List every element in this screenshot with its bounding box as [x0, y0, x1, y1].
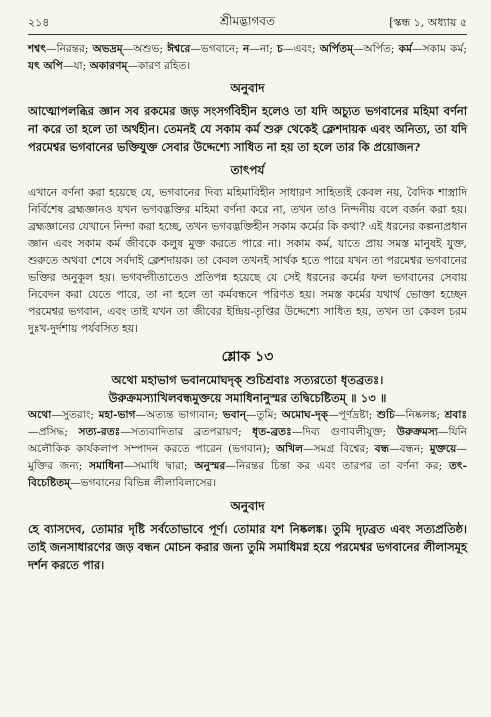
synonym-word: ঈশ্বরে — [167, 43, 191, 55]
synonym-word: ধৃত-ব্রতঃ — [252, 426, 292, 438]
synonym-word: অনুস্মর — [194, 460, 226, 472]
synonym-word: সমাধিনা — [89, 460, 124, 472]
page-number: ২১৪ — [28, 16, 50, 29]
synonym-word: যৎ অপি — [28, 59, 63, 72]
synonym-word: তৎ-বিচেষ্টিতম্ — [28, 460, 468, 489]
purport-text: এখানে বর্ণনা করা হয়েছে যে, ভগবানের দিব্য মহিমাবিহীন সাধারণ সাহিত্যই কেবল নয়, বৈদিক শাস্ত্রাদি নির্বিশেষ ব্রহ্মজ্ঞানও যখন ভগবদ্ভক্তির মহিমা বর্ণনা করে না, তখন তাও নিন্দনীয় বলে বর্জন করা হয়। ব্রহ্মজ্ঞানের যেখানে নিন্দা করা হচ্ছে, তখন ভগবদ্ভক্তিহীন সকাম কর্মের কি কথা? এই ধরনের কল্পনাপ্রধান জ্ঞান এবং সকাম কর্ম জীবকে কলুষ মুক্ত করতে পারে না। সকাম কর্ম, যাতে প্রায় সমস্ত মানুষই যুক্ত, শুরুতে অথবা শেষে সর্বদাই ক্লেশদায়ক। তা কেবল তখনই সার্থক হতে পারে যখন তা পরমেশ্বর ভগবানের ভক্তির অনুকূল হয়। ভগবদ্গীতাতেও প্রতিপন্ন হয়েছে যে সেই ধরনের কর্মের ফল ভগবানের সেবায় নিবেদন করা যেতে পারে, তা না হলে তা কর্মবন্ধনে পরিণত হয়। সমস্ত কর্মের যথার্থ ভোক্তা হচ্ছেন পরমেশ্বর ভগবান, এবং তাই যখন তা জীবের ইন্দ্রিয়-তৃপ্তির উদ্দেশ্যে সাধিত হয়, তখন তা কেবল চরম দুঃখ-দুর্দশায় পর্যবসিত হয়। — [28, 186, 467, 335]
synonym-meaning: যিনি অলৌকিক কার্যকলাপ সম্পাদন করতে পারেন (ভগবান) — [28, 426, 467, 455]
synonym-meaning: সমগ্র বিশ্বের — [313, 443, 366, 455]
synonym-meaning: সত্যবাদিতার ব্রতপরায়ণ — [130, 426, 239, 438]
synonym-word: অখিল — [275, 443, 303, 455]
synonym-meaning: পূর্ণদ্রষ্টা — [338, 409, 369, 421]
synonym-meaning: অশুভ — [133, 43, 160, 55]
synonym-meaning: সকাম কর্ম — [422, 43, 464, 55]
synonym-meaning: প্রসিদ্ধ — [38, 426, 65, 438]
translation-text: আত্মোপলব্ধির জ্ঞান সব রকমের জড় সংসর্গবিহীন হলেও তা যদি অচ্যুত ভগবানের মহিমা বর্ণনা না করে তা হলে তা অর্থহীন। তেমনই যে সকাম কর্ম শুরু থেকেই ক্লেশদায়ক এবং অনিত্য, তা যদি পরমেশ্বর ভগবানের ভক্তিযুক্ত সেবার উদ্দেশ্যে সাধিত না হয় তা হলে তার কি প্রয়োজন? — [28, 104, 467, 154]
verse-line: অথো মহাভাগ ভবানমোঘদৃক্ শুচিশ্রবাঃ সত্যরতো ধৃতব্রতঃ। — [111, 373, 384, 387]
synonym-word: কর্ম — [398, 43, 412, 55]
synonym-meaning: নিরন্তর চিন্তা কর এবং তারপর তা বর্ণনা কর — [235, 460, 439, 472]
synonym-word: অভদ্রম্ — [92, 43, 123, 55]
verse-line: উরুক্রমস্যাখিলবন্ধমুক্তয়ে সমাধিনানুস্মর তদ্বিচেষ্টিতম্ ॥ ১৩ ॥ — [108, 391, 387, 405]
synonym-meaning: নিষ্কলঙ্ক — [405, 409, 437, 421]
synonym-meaning: সুতরাং — [61, 409, 91, 421]
synonym-word: শ্রবাঃ — [444, 409, 468, 421]
synonym-meaning: না — [259, 43, 270, 55]
synonym-meaning: নিরন্তর — [56, 43, 85, 55]
synonym-word: মহা-ভাগ — [98, 409, 136, 421]
page-header — [28, 12, 467, 32]
running-title: শ্রীমদ্ভাগবত — [219, 14, 275, 28]
synonym-meaning: সমাধি দ্বারা — [134, 460, 185, 472]
synonym-word: অমোঘ-দৃক্ — [281, 409, 329, 421]
synonym-word: অর্পিতম্ — [319, 43, 353, 55]
chapter-reference: [স্কন্ধ ১, অধ্যায় ৫ — [389, 16, 467, 29]
synonym-meaning: অত্যন্ত ভাগ্যবান — [146, 409, 215, 421]
synonym-meaning: ভগবানে — [200, 43, 236, 55]
translation-heading: অনুবাদ — [230, 81, 265, 95]
synonym-meaning: যা — [73, 59, 83, 72]
synonym-word: শশ্বৎ — [28, 43, 46, 55]
synonym-word: ন — [243, 43, 250, 55]
synonym-meaning: কারণ রহিত। — [137, 59, 191, 72]
synonym-meaning: মুক্তির জন্য — [28, 460, 79, 472]
synonym-word: শুচি — [377, 409, 395, 421]
synonym-word: চ — [277, 43, 283, 55]
synonym-word: অথো — [28, 409, 52, 421]
header-divider — [28, 34, 467, 35]
synonym-meaning: দিব্য গুণাবলীযুক্ত — [302, 426, 383, 438]
synonym-word: উরুক্রমস্য — [396, 426, 438, 438]
translation-text: হে ব্যাসদেব, তোমার দৃষ্টি সর্বতোভাবে পূর্ণ। তোমার যশ নিষ্কলঙ্ক। তুমি দৃঢ়ব্রত এবং সত্যপ্রতিষ্ঠ। তাই জনসাধারণের জড় বন্ধন মোচন করার জন্য তুমি সমাধিমগ্ন হয়ে পরমেশ্বর ভগবানের লীলাসমূহ দর্শন করতে পার। — [28, 522, 467, 572]
verse-heading: শ্লোক ১৩ — [221, 349, 274, 365]
synonym-word: বন্ধ — [374, 443, 390, 455]
synonym-word: সত্য-রতঃ — [78, 426, 121, 438]
word-for-word-synonyms: শশ্বৎ—নিরন্তর; অভদ্রম্—অশুভ; ঈশ্বরে—ভগবানে; ন—না; চ—এবং; অর্পিতম্—অর্পিত; কর্ম—সকাম কর্ম; যৎ অপি—যা; অকারণম্—কারণ রহিত। — [28, 43, 467, 72]
synonym-meaning: ভগবানের বিভিন্ন লীলাবিলাসের। — [80, 477, 217, 489]
purport-heading: তাৎপর্য — [230, 163, 265, 177]
synonym-meaning: অর্পিত — [363, 43, 391, 55]
verse-synonyms: অথো—সুতরাং; মহা-ভাগ—অত্যন্ত ভাগ্যবান; ভবান্—তুমি; অমোঘ-দৃক্—পূর্ণদ্রষ্টা; শুচি—নিষ্কলঙ্ক; শ্রবাঃ—প্রসিদ্ধ; সত্য-রতঃ—সত্যবাদিতার ব্রতপরায়ণ; ধৃত-ব্রতঃ—দিব্য গুণাবলীযুক্ত; উরুক্রমস্য—যিনি অলৌকিক কার্যকলাপ সম্পাদন করতে পারেন (ভগবান); অখিল—সমগ্র বিশ্বের; বন্ধ—বন্ধন; মুক্তয়ে—মুক্তির জন্য; সমাধিনা—সমাধি দ্বারা; অনুস্মর—নিরন্তর চিন্তা কর এবং তারপর তা বর্ণনা কর; তৎ-বিচেষ্টিতম্—ভগবানের বিভিন্ন লীলাবিলাসের। — [28, 409, 468, 489]
synonym-meaning: বন্ধন — [399, 443, 421, 455]
translation-heading: অনুবাদ — [230, 499, 265, 513]
synonym-meaning: তুমি — [256, 409, 274, 421]
synonym-word: ভবান্ — [222, 409, 247, 421]
synonym-meaning: এবং — [293, 43, 312, 55]
synonym-word: মুক্তয়ে — [429, 443, 457, 455]
synonym-word: অকারণম্ — [89, 59, 128, 72]
